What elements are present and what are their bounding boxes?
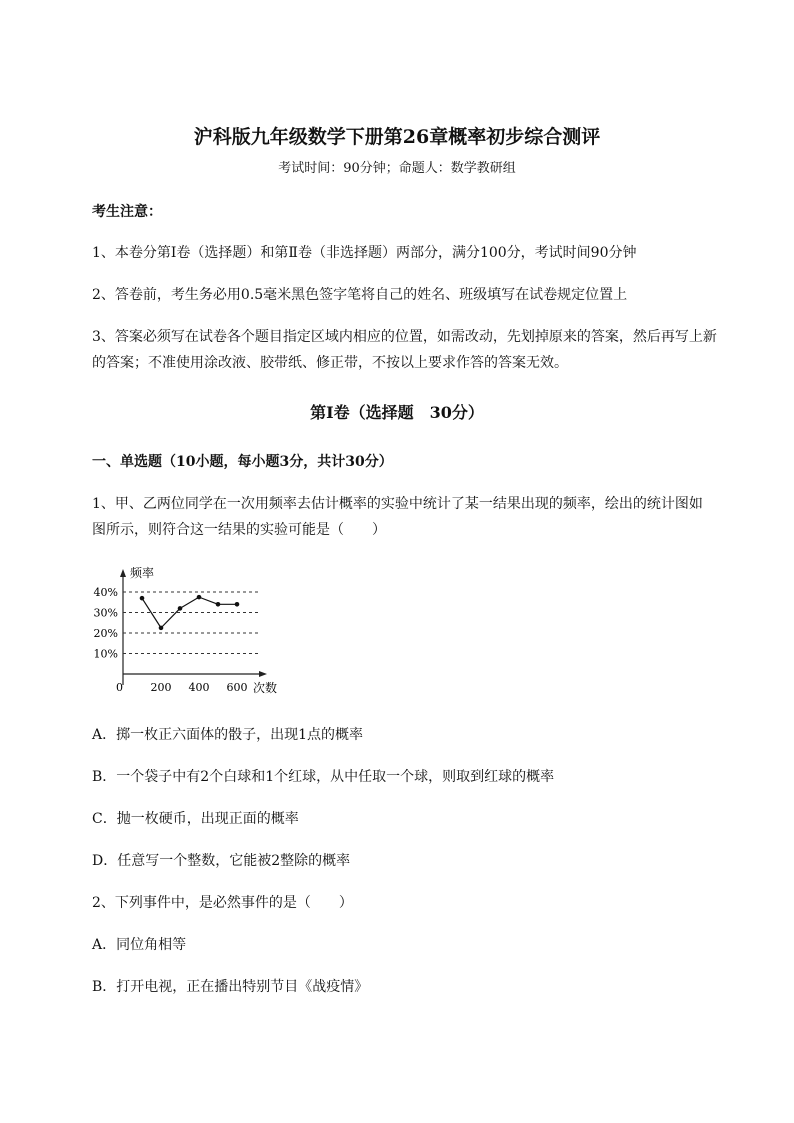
notice-item: 的答案；不准使用涂改液、胶带纸、修正带，不按以上要求作答的答案无效。 <box>92 355 568 371</box>
y-tick-label: 10% <box>93 647 118 661</box>
series-segment <box>180 597 199 608</box>
notice-item: 2、答卷前，考生务必用0.5毫米黑色签字笔将自己的姓名、班级填写在试卷规定位置上 <box>92 287 628 303</box>
option-a: A．同位角相等 <box>92 937 187 953</box>
data-point <box>159 626 164 631</box>
question-2-stem: 2、下列事件中，是必然事件的是（ ） <box>92 895 353 911</box>
y-tick-label: 30% <box>93 606 118 620</box>
x-axis-label: 次数 <box>253 681 278 695</box>
option-b: B．一个袋子中有2个白球和1个红球，从中任取一个球，则取到红球的概率 <box>92 769 555 785</box>
y-tick-label: 20% <box>93 627 118 640</box>
notice-heading: 考生注意： <box>92 204 162 220</box>
data-point <box>235 602 240 607</box>
data-point <box>216 602 221 607</box>
notice-item: 1、本卷分第I卷（选择题）和第Ⅱ卷（非选择题）两部分，满分100分，考试时间90分钟 <box>92 245 637 261</box>
exam-info: 考试时间：90分钟；命题人：数学教研组 <box>278 161 516 176</box>
series-segment <box>199 597 218 604</box>
question-1-stem: 1、甲、乙两位同学在一次用频率去估计概率的实验中统计了某一结果出现的频率，绘出的统计图如 <box>92 496 703 512</box>
y-tick-labels <box>94 586 118 661</box>
frequency-chart <box>0 560 300 700</box>
question-1-stem-cont: 图所示，则符合这一结果的实验可能是（ ） <box>92 522 386 538</box>
part-heading: 一、单选题（10小题，每小题3分，共计30分） <box>92 454 393 470</box>
option-a: A．掷一枚正六面体的骰子，出现1点的概率 <box>92 727 364 743</box>
y-tick-label: 40% <box>93 586 118 599</box>
option-b: B．打开电视，正在播出特别节目《战疫情》 <box>92 979 369 995</box>
x-tick-label: 200 <box>150 681 172 694</box>
option-d: D．任意写一个整数，它能被2整除的概率 <box>92 853 351 869</box>
page-title: 沪科版九年级数学下册第26章概率初步综合测评 <box>193 126 601 148</box>
x-tick-label: 600 <box>226 681 248 694</box>
x-axis-arrow <box>259 671 267 677</box>
y-axis-arrow <box>120 569 126 577</box>
notice-item: 3、答案必须写在试卷各个题目指定区域内相应的位置，如需改动，先划掉原来的答案，然后再写上新 <box>92 329 717 345</box>
option-c: C．抛一枚硬币，出现正面的概率 <box>92 811 299 827</box>
series-segment <box>142 598 161 628</box>
y-axis-label: 频率 <box>130 566 155 580</box>
data-point <box>197 595 202 600</box>
origin-label: 0 <box>116 681 123 694</box>
series-segment <box>161 608 180 627</box>
data-point <box>178 606 183 611</box>
data-point <box>140 596 145 601</box>
section-title: 第I卷（选择题 30分） <box>310 403 484 422</box>
x-tick-labels <box>151 681 248 694</box>
x-tick-label: 400 <box>188 681 210 694</box>
